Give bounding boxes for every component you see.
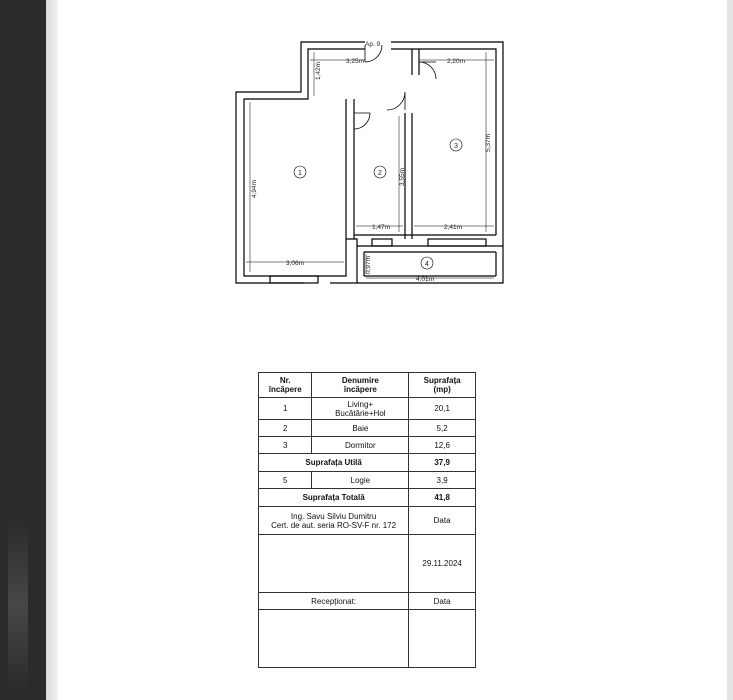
useful-area-value: 37,9 [409,454,476,472]
row-number: 1 [259,398,312,420]
row-number: 5 [259,472,312,489]
dim-room2-width: 1,47m [372,224,391,231]
engineer-name: Ing. Savu Silviu Dumitru [290,511,377,521]
total-area-value: 41,8 [409,489,476,507]
bedroom-door [419,62,436,79]
header-name: Denumire încăpere [312,373,409,398]
received-signature-row [259,610,476,668]
engineer-certificate: Cert. de aut. seria RO-SV-F nr. 172 [271,520,397,530]
dim-room3-height: 5,37m [485,133,492,152]
hall-door [387,92,405,110]
signature-row [259,535,476,593]
row-number: 3 [259,437,312,454]
apartment-label: Ap. 9 [365,41,381,48]
total-area-row [259,489,476,507]
dim-room3-width: 2,41m [444,224,463,231]
window-living [270,276,318,283]
bathroom-door [354,113,370,129]
dim-top-left: 3,25m [346,58,365,65]
logia-row [259,472,476,489]
row-name: Baie [312,420,409,437]
signature-area [259,535,409,593]
room-number-4: 4 [425,261,429,268]
floor-plan [0,0,733,300]
area-table [258,372,476,668]
useful-area-label: Suprafața Utilă [259,454,409,472]
row-name: Logie [312,472,409,489]
date-label: Data [409,507,476,535]
table-row [259,437,476,454]
dim-room1-height: 4,94m [251,179,258,198]
window-bedroom [428,239,486,246]
dim-room2-height: 3,55m [399,167,406,186]
dim-logia-width: 4,01m [416,276,435,283]
row-area: 5,2 [409,420,476,437]
room-number-2: 2 [378,170,382,177]
glare-highlight [8,520,28,690]
table-row [259,398,476,420]
table-row [259,420,476,437]
dim-room1-width: 3,06m [286,260,305,267]
outer-wall-right [357,42,503,283]
window-bath [372,239,392,246]
engineer-info [259,507,409,535]
room-number-1: 1 [298,170,302,177]
room-number-3: 3 [454,143,458,150]
header-number: Nr. încăpere [259,373,312,398]
header-area: Suprafața (mp) [409,373,476,398]
received-signature-area [259,610,409,668]
useful-area-row [259,454,476,472]
total-area-label: Suprafața Totală [259,489,409,507]
dim-small-vertical: 1,42m [315,61,322,80]
row-name: Dormitor [312,437,409,454]
row-area: 12,6 [409,437,476,454]
date-value: 29.11.2024 [409,535,476,593]
row-name: Living+ Bucătărie+Hol [312,398,409,420]
dim-logia-height: 0,97m [365,255,372,274]
dim-top-right: 2,20m [447,58,466,65]
row-area: 20,1 [409,398,476,420]
row-area: 3,9 [409,472,476,489]
received-date-area [409,610,476,668]
row-number: 2 [259,420,312,437]
received-row [259,593,476,610]
engineer-row [259,507,476,535]
inner-wall-right [391,49,496,235]
received-date-label: Data [409,593,476,610]
received-label: Recepționat: [259,593,409,610]
inner-wall-left [244,49,365,276]
